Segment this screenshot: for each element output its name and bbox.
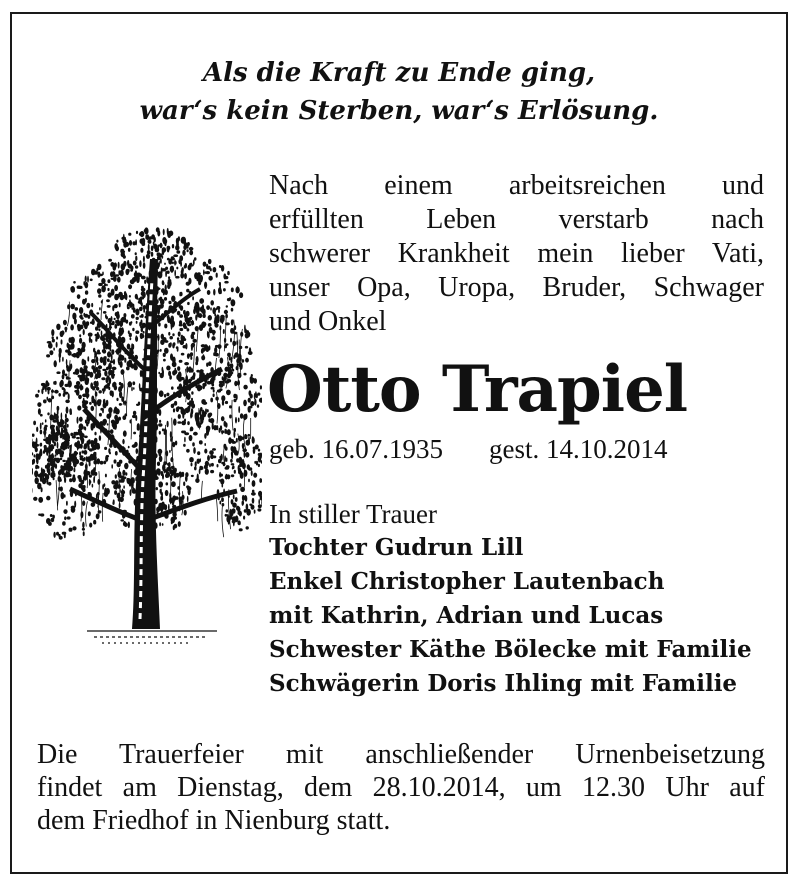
intro-line: und Onkel — [269, 306, 387, 337]
service-line: findet am Dienstag, dem 28.10.2014, um 12.30 Uhr auf — [37, 772, 765, 803]
service-line: Die Trauerfeier mit anschließender Urnenbeisetzung — [37, 739, 765, 770]
intro-line: erfüllten Leben verstarb nach — [269, 204, 764, 235]
motto-line: Als die Kraft zu Ende ging, — [202, 58, 596, 88]
service-line: dem Friedhof in Nienburg statt. — [37, 805, 391, 836]
mourner-line: Tochter Gudrun Lill — [269, 534, 524, 561]
birch-tree-illustration — [32, 219, 262, 649]
deceased-name: Otto Trapiel — [267, 352, 688, 427]
intro-line: unser Opa, Uropa, Bruder, Schwager — [269, 272, 764, 303]
mourner-line: Enkel Christopher Lautenbach — [269, 568, 665, 595]
tree-ground — [87, 631, 217, 643]
motto-line: war‘s kein Sterben, war‘s Erlösung. — [139, 96, 659, 126]
mourning-intro: In stiller Trauer — [269, 499, 437, 529]
mourner-line: Schwester Käthe Bölecke mit Familie — [269, 636, 752, 663]
intro-line: schwerer Krankheit mein lieber Vati, — [269, 238, 764, 269]
mourner-line: mit Kathrin, Adrian und Lucas — [269, 602, 664, 629]
intro-line: Nach einem arbeitsreichen und — [269, 170, 764, 201]
birth-date: geb. 16.07.1935 — [269, 434, 443, 464]
obituary-frame — [10, 12, 788, 874]
motto — [12, 54, 786, 130]
intro-text — [269, 169, 764, 339]
mourner-line: Schwägerin Doris Ihling mit Familie — [269, 670, 738, 697]
funeral-service-text — [37, 738, 765, 837]
life-dates — [269, 432, 667, 466]
mourners-block — [269, 497, 752, 701]
death-date: gest. 14.10.2014 — [488, 434, 668, 464]
